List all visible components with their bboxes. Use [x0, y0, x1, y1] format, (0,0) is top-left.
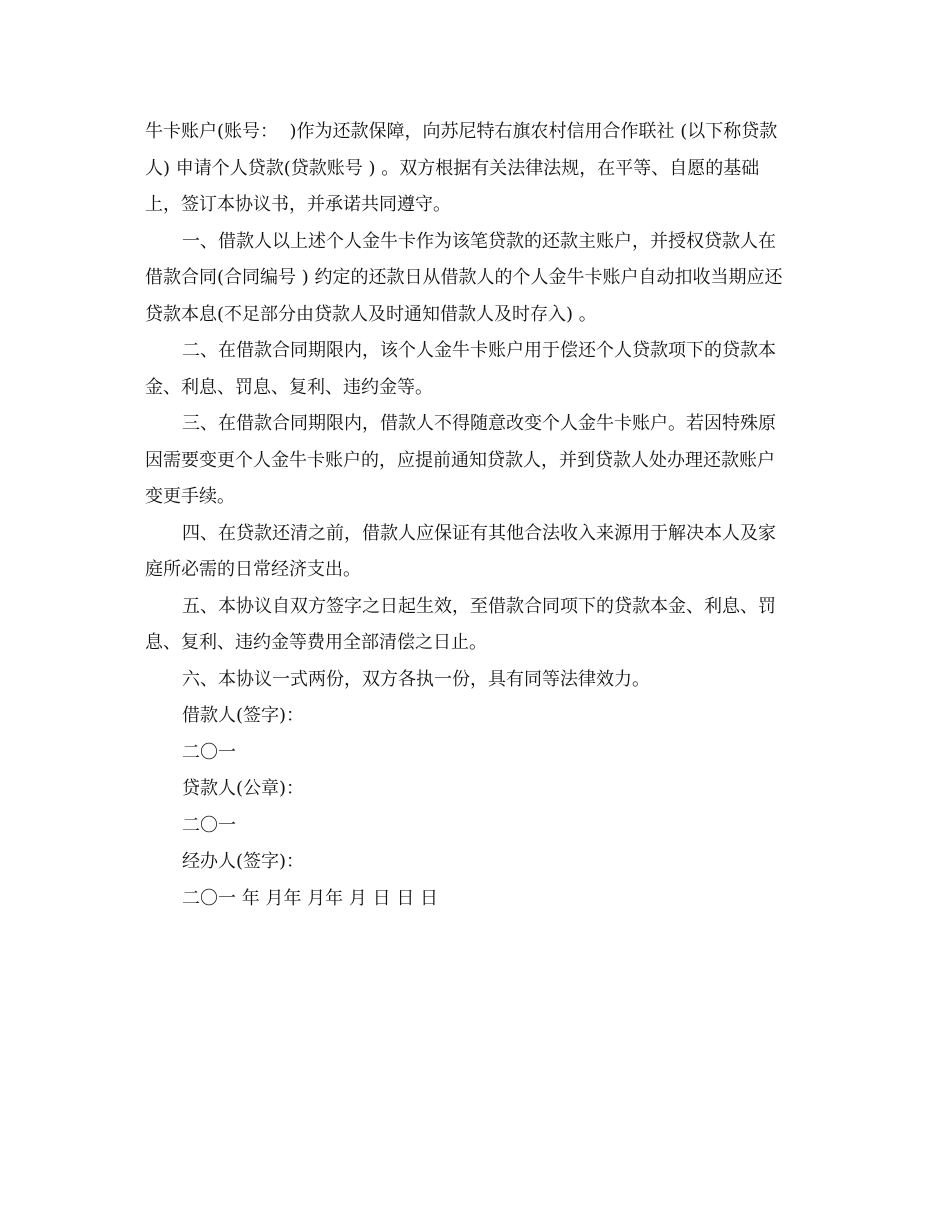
text-line: 二、在借款合同期限内，该个人金牛卡账户用于偿还个人贷款项下的贷款本: [182, 340, 776, 361]
document-body: [145, 114, 810, 917]
text-line: 四、在贷款还清之前，借款人应保证有其他合法收入来源用于解决本人及家: [182, 522, 776, 544]
text-line: 一、借款人以上述个人金牛卡作为该笔贷款的还款主账户，并授权贷款人在: [182, 230, 776, 252]
borrower-signature-label: 借款人(签字)：: [182, 705, 305, 726]
borrower-date: 二〇一: [182, 741, 236, 763]
clause-4: [145, 516, 810, 589]
text-line: 变更手续。: [145, 486, 235, 507]
handler-date: 二〇一 年 月年 月年 月 日 日 日: [182, 887, 439, 909]
text-line: 贷款本息(不足部分由贷款人及时通知借款人及时存入) 。: [145, 303, 597, 325]
clause-3: [145, 406, 810, 516]
text-line: 上，签订本协议书，并承诺共同遵守。: [145, 194, 451, 215]
clause-6: [145, 662, 810, 699]
intro-paragraph: [145, 114, 810, 224]
text-line: 息、复利、违约金等费用全部清偿之日止。: [145, 632, 487, 653]
text-line: 牛卡账户(账号： )作为还款保障，向苏尼特右旗农村信用合作联社 (以下称贷款: [145, 121, 778, 142]
text-line: 庭所必需的日常经济支出。: [145, 559, 361, 580]
clause-2: [145, 333, 810, 406]
text-line: 借款合同(合同编号 ) 约定的还款日从借款人的个人金牛卡账户自动扣收当期应还: [145, 267, 783, 288]
text-line: 金、利息、罚息、复利、违约金等。: [145, 376, 433, 398]
text-line: 六、本协议一式两份，双方各执一份，具有同等法律效力。: [182, 668, 650, 690]
text-line: 因需要变更个人金牛卡账户的，应提前通知贷款人，并到贷款人处办理还款账户: [145, 449, 775, 471]
text-line: 五、本协议自双方签字之日起生效，至借款合同项下的贷款本金、利息、罚: [182, 595, 776, 617]
text-line: 三、在借款合同期限内，借款人不得随意改变个人金牛卡账户。若因特殊原: [182, 413, 776, 434]
clause-5: [145, 589, 810, 662]
lender-date: 二〇一: [182, 814, 236, 836]
signature-block: [145, 698, 810, 917]
lender-seal-label: 贷款人(公章)：: [182, 778, 305, 799]
clause-1: [145, 224, 810, 334]
text-line: 人) 申请个人贷款(贷款账号 ) 。双方根据有关法律法规，在平等、自愿的基础: [145, 157, 760, 179]
handler-signature-label: 经办人(签字)：: [182, 851, 305, 872]
